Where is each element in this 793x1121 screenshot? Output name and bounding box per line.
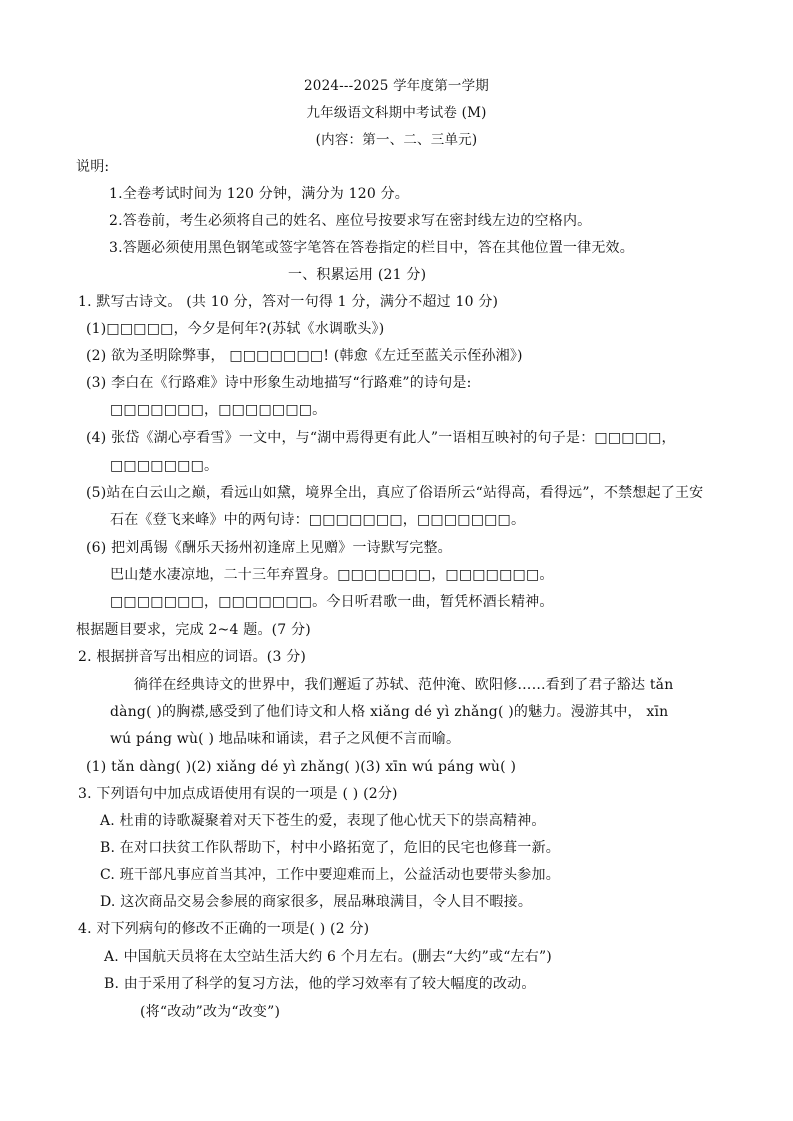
option-b: B. 在对口扶贫工作队帮助下，村中小路拓宽了，危旧的民宅也修葺一新。 (100, 840, 560, 856)
exam-title: 九年级语文科期中考试卷 (M) (306, 105, 487, 121)
question-line: (3) 李白在《行路难》诗中形象生动地描写“行路难”的诗句是: (86, 375, 472, 391)
question-stem: 3. 下列语句中加点成语使用有误的一项是 ( ) (2分) (78, 786, 398, 802)
question-paragraph: dàng( )的胸襟,感受到了他们诗文和人格 xiǎng dé yì zhǎng( )的魅力。漫游其中， xīn (110, 704, 669, 720)
option-d: D. 这次商品交易会参展的商家很多，展品琳琅满目，令人目不暇接。 (100, 894, 533, 910)
question-line: □□□□□□□，□□□□□□□。今日听君歌一曲，暂凭杯酒长精神。 (110, 594, 554, 610)
question-line: 石在《登飞来峰》中的两句诗：□□□□□□□，□□□□□□□。 (110, 512, 526, 528)
question-stem: 1. 默写古诗文。 (共 10 分，答对一句得 1 分，满分不超过 10 分) (78, 294, 499, 310)
section-title: 一、积累运用 (21 分) (288, 267, 427, 283)
question-line: □□□□□□□，□□□□□□□。 (110, 402, 327, 418)
question-line: 巴山楚水凄凉地，二十三年弃置身。□□□□□□□，□□□□□□□。 (110, 567, 554, 583)
instruction-item: 2.答卷前，考生必须将自己的姓名、座位号按要求写在密封线左边的空格内。 (109, 213, 592, 229)
option-b: B. 由于采用了科学的复习方法，他的学习效率有了较大幅度的改动。 (104, 976, 536, 992)
instruction-item: 1.全卷考试时间为 120 分钟，满分为 120 分。 (109, 186, 410, 202)
answer-blanks: (1) tǎn dàng( )(2) xiǎng dé yì zhǎng( )(3) xīn wú páng wù( ) (86, 759, 517, 775)
question-stem: 4. 对下列病句的修改不正确的一项是( ) (2 分) (78, 921, 370, 937)
school-year-title: 2024---2025 学年度第一学期 (304, 78, 489, 94)
question-line: (1)□□□□□，今夕是何年?(苏轼《水调歌头》) (86, 321, 385, 337)
option-a: A. 中国航天员将在太空站生活大约 6 个月左右。(删去“大约”或“左右”) (104, 949, 552, 965)
question-line: (6) 把刘禹锡《酬乐天扬州初逢席上见赠》一诗默写完整。 (86, 540, 452, 556)
question-line: (4) 张岱《湖心亭看雪》一文中，与“湖中焉得更有此人”一语相互映衬的句子是：□□□□□， (86, 430, 676, 446)
question-stem: 2. 根据拼音写出相应的词语。(3 分) (78, 649, 307, 665)
question-line: □□□□□□□。 (110, 458, 219, 474)
question-line: (2) 欲为圣明除弊事， □□□□□□□! (韩愈《左迁至蓝关示侄孙湘》) (86, 348, 523, 364)
instructions-title: 说明: (76, 159, 110, 175)
exam-scope: (内容：第一、二、三单元) (315, 132, 478, 148)
question-line: (5)站在白云山之巅，看远山如黛，境界全出，真应了俗语所云“站得高，看得远”，不禁想起了王安 (86, 485, 704, 501)
option-b-fix: (将“改动”改为“改变”) (140, 1004, 281, 1020)
option-a: A. 杜甫的诗歌凝聚着对天下苍生的爱，表现了他心忧天下的崇高精神。 (100, 813, 546, 829)
option-c: C. 班干部凡事应首当其冲，工作中要迎难而上，公益活动也要带头参加。 (100, 867, 560, 883)
instruction-item: 3.答题必须使用黑色钢笔或签字笔答在答卷指定的栏目中，答在其他位置一律无效。 (109, 240, 634, 256)
group-note: 根据题目要求，完成 2~4 题。(7 分) (76, 622, 311, 638)
question-paragraph: 徜徉在经典诗文的世界中，我们邂逅了苏轼、范仲淹、欧阳修……看到了君子豁达 tǎn (134, 677, 674, 693)
question-paragraph: wú páng wù( ) 地品味和诵读，君子之风便不言而喻。 (110, 731, 461, 747)
